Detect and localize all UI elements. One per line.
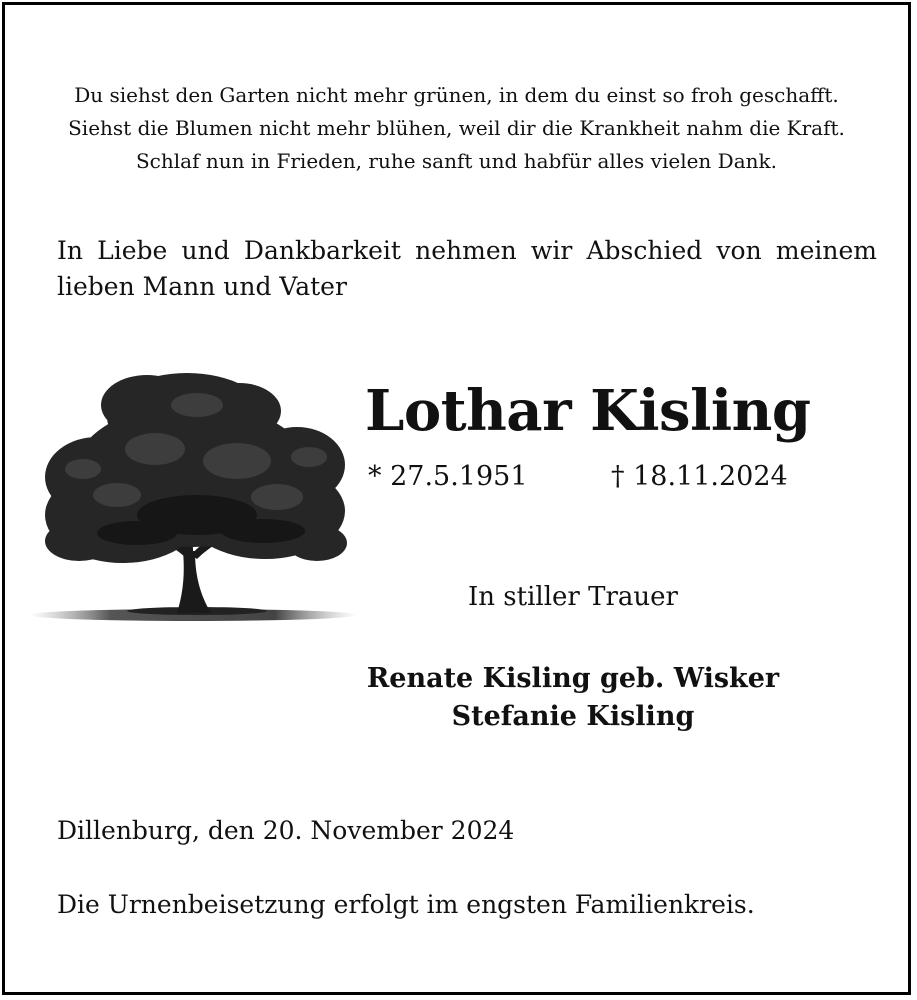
poem <box>5 79 908 178</box>
intro-word: wir <box>530 236 573 265</box>
intro-word: meinem <box>775 236 877 265</box>
intro-line-2: lieben Mann und Vater <box>57 272 347 301</box>
deceased-name: Lothar Kisling <box>365 378 811 444</box>
intro-word: Liebe <box>97 236 168 265</box>
burial-note: Die Urnenbeisetzung erfolgt im engsten Familienkreis. <box>57 890 755 919</box>
place-date: Dillenburg, den 20. November 2024 <box>57 816 515 845</box>
intro-word: und <box>181 236 230 265</box>
family-member: Renate Kisling geb. Wisker <box>366 663 780 694</box>
tree-icon <box>27 365 361 630</box>
intro-word: In <box>57 236 83 265</box>
obituary-notice <box>2 2 911 995</box>
death-date: † 18.11.2024 <box>611 461 788 492</box>
intro-line-1 <box>57 233 877 269</box>
intro-word: nehmen <box>415 236 517 265</box>
intro-text <box>57 233 877 305</box>
intro-word: Dankbarkeit <box>243 236 401 265</box>
intro-word: Abschied <box>586 236 703 265</box>
family-member: Stefanie Kisling <box>451 701 695 732</box>
intro-word: von <box>716 236 762 265</box>
poem-line: Schlaf nun in Frieden, ruhe sanft und habfür alles vielen Dank. <box>135 149 777 173</box>
poem-line: Siehst die Blumen nicht mehr blühen, weil dir die Krankheit nahm die Kraft. <box>68 116 845 140</box>
poem-line: Du siehst den Garten nicht mehr grünen, in dem du einst so froh geschafft. <box>74 83 839 107</box>
family-names <box>345 660 801 736</box>
mourning-phrase: In stiller Trauer <box>468 582 678 612</box>
birth-date: * 27.5.1951 <box>368 461 528 492</box>
